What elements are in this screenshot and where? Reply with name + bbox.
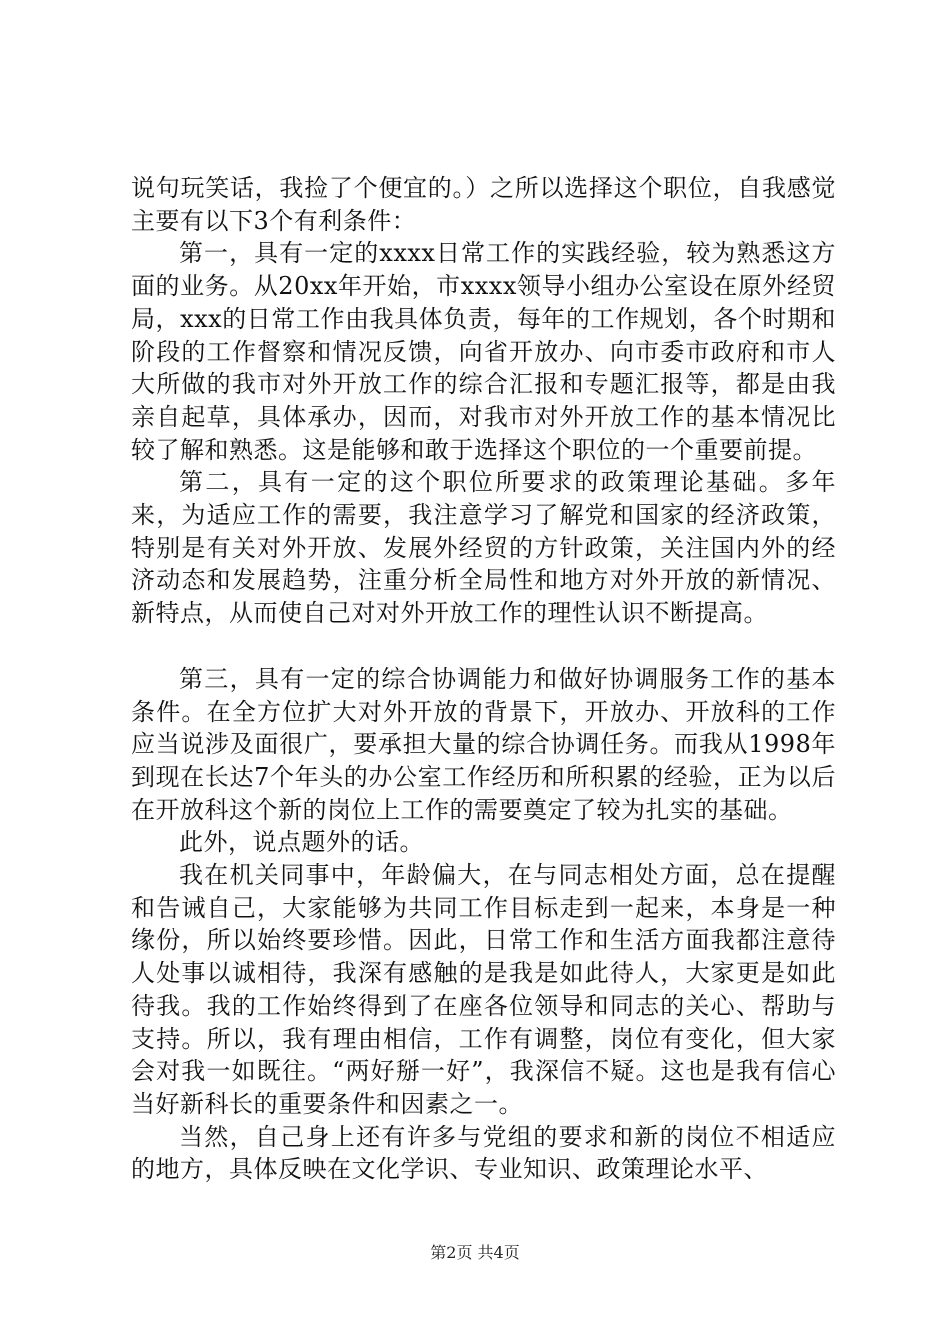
- document-body: [131, 172, 836, 1186]
- paragraph-third-condition: 第三，具有一定的综合协调能力和做好协调服务工作的基本条件。在全方位扩大对外开放的背景下，开放办、开放科的工作应当说涉及面很广，要承担大量的综合协调任务。而我从1998年到现在长达7个年头的办公室工作经历和所积累的经验，正为以后在开放科这个新的岗位上工作的需要奠定了较为扎实的基础。: [131, 664, 836, 824]
- paragraph-shortcomings: 当然，自己身上还有许多与党组的要求和新的岗位不相适应的地方，具体反映在文化学识、专业知识、政策理论水平、: [131, 1122, 836, 1184]
- paragraph-second-condition: 第二，具有一定的这个职位所要求的政策理论基础。多年来，为适应工作的需要，我注意学习了解党和国家的经济政策，特别是有关对外开放、发展外经贸的方针政策，关注国内外的经济动态和发展趋势，注重分析全局性和地方对外开放的新情况、新特点，从而使自己对对外开放工作的理性认识不断提高。: [131, 468, 836, 628]
- paragraph-first-condition: 第一，具有一定的xxxx日常工作的实践经验，较为熟悉这方面的业务。从20xx年开始，市xxxx领导小组办公室设在原外经贸局，xxx的日常工作由我具体负责，每年的工作规划，各个时期和阶段的工作督察和情况反馈，向省开放办、向市委市政府和市人大所做的我市对外开放工作的综合汇报和专题汇报等，都是由我亲自起草，具体承办，因而，对我市对外开放工作的基本情况比较了解和熟悉。这是能够和敢于选择这个职位的一个重要前提。: [131, 239, 836, 464]
- paragraph-continuation: 说句玩笑话，我捡了个便宜的。）之所以选择这个职位，自我感觉主要有以下3个有利条件：: [131, 174, 836, 235]
- paragraph-colleagues: 我在机关同事中，年龄偏大，在与同志相处方面，总在提醒和告诫自己，大家能够为共同工作目标走到一起来，本身是一种缘份，所以始终要珍惜。因此，日常工作和生活方面我都注意待人处事以诚相待，我深有感触的是我是如此待人，大家更是如此待我。我的工作始终得到了在座各位领导和同志的关心、帮助与支持。所以，我有理由相信，工作有调整，岗位有变化，但大家会对我一如既往。“两好掰一好”，我深信不疑。这也是我有信心当好新科长的重要条件和因素之一。: [131, 861, 836, 1118]
- page-number-footer: 第2页 共4页: [430, 1243, 520, 1262]
- paragraph-aside: 此外，说点题外的话。: [179, 828, 424, 857]
